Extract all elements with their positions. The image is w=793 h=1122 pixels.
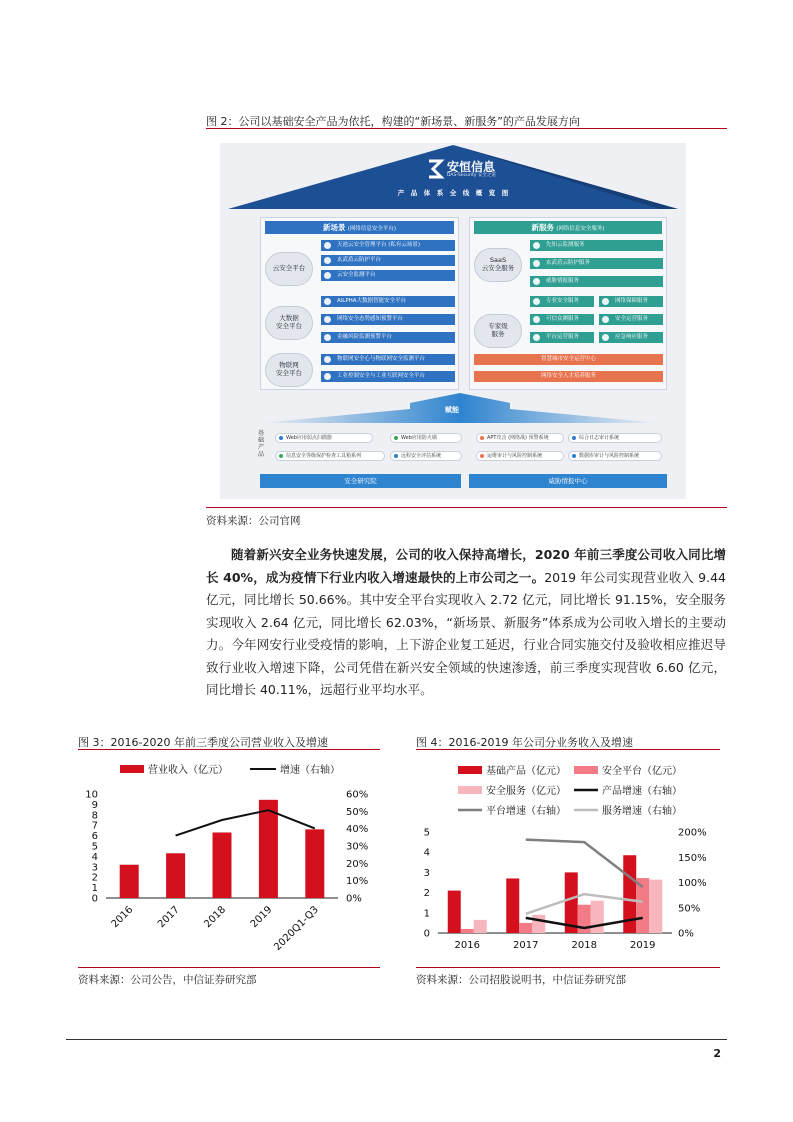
legend-label: 服务增速（右轴） [602, 806, 682, 817]
y-left-tick-label: 0 [423, 928, 430, 940]
scene-item: 物联网安全心与物联网安全监测平台 [321, 354, 455, 365]
page-number: 2 [713, 1047, 721, 1060]
y-right-tick-label: 50% [678, 903, 701, 915]
segment-bar [519, 923, 532, 933]
y-right-tick-label: 40% [346, 824, 369, 836]
service-item: 平台运营服务 [530, 332, 594, 343]
saas-cloud-service: SaaS 云安全服务 [474, 248, 522, 282]
y-right-tick-label: 200% [678, 827, 707, 839]
scene-item: 玄武盾云防护平台 [321, 255, 455, 266]
basic-product: Web应用防火墙 [390, 433, 462, 443]
legend-swatch-bar [458, 766, 482, 774]
y-right-tick-label: 0% [346, 893, 362, 905]
y-right-tick-label: 30% [346, 841, 369, 853]
basic-product: APT攻击 (网络战) 预警系统 [476, 433, 564, 443]
y-right-tick-label: 60% [346, 789, 369, 801]
figure3-source: 资料来源：公司公告，中信证券研究部 [78, 974, 257, 986]
scene-item: AiLPHA大数据智能安全平台 [321, 296, 455, 307]
x-tick-label: 2020Q1-Q3 [272, 904, 321, 954]
y-left-tick-label: 1 [423, 908, 430, 920]
y-left-tick-label: 0 [91, 893, 98, 905]
y-left-tick-label: 2 [423, 888, 430, 900]
segment-bar [474, 920, 487, 933]
new-service-panel [469, 217, 667, 390]
product-system-diagram [220, 143, 686, 499]
x-tick-label: 2019 [630, 940, 656, 951]
figure2-bottom-rule [206, 507, 727, 508]
x-tick-label: 2016 [109, 904, 136, 931]
service-item: 安全运营服务 [599, 314, 663, 325]
service-item: 网络保障服务 [599, 296, 663, 307]
enable-arrow-icon [260, 393, 660, 425]
y-left-tick-label: 1 [91, 883, 98, 895]
growth-line [176, 810, 315, 835]
y-left-tick-label: 5 [91, 841, 98, 853]
x-tick-label: 2017 [155, 904, 182, 931]
basic-product: 信息安全等级保护检查工具箱系列 [275, 451, 385, 461]
x-tick-label: 2016 [454, 940, 480, 951]
bigdata-security-platform: 大数据 安全平台 [265, 306, 313, 340]
y-left-tick-label: 5 [423, 827, 430, 839]
figure3-bottom-rule [78, 967, 380, 968]
basic-product: 运维审计与风险控制系统 [476, 451, 564, 461]
y-left-tick-label: 3 [423, 867, 430, 879]
y-right-tick-label: 50% [346, 806, 369, 818]
segment-bar [532, 915, 545, 933]
scene-item: 网络安全态势感知预警平台 [321, 314, 455, 325]
revenue-bar [120, 865, 139, 898]
basic-product: 综合日志审计系统 [568, 433, 662, 443]
logo-mark-icon [425, 158, 445, 180]
y-right-tick-label: 100% [678, 878, 707, 889]
figure2-title-rule [206, 128, 727, 129]
y-left-tick-label: 6 [91, 831, 98, 843]
x-tick-label: 2019 [248, 904, 275, 931]
revenue-bar [166, 853, 185, 898]
paragraph-bold-lead: 随着新兴安全业务快速发展，公司的收入保持高增长，2020 年前三季度公司收入同比增长 40%，成为疫情下行业内收入增速最快的上市公司之一。 [206, 547, 726, 585]
scene-item: 云安全监测平台 [321, 270, 455, 281]
service-item: 可信众测服务 [530, 314, 594, 325]
company-logo [425, 158, 505, 182]
figure3-title: 图 3：2016-2020 年前三季度公司营业收入及增速 [78, 736, 328, 749]
service-item: 先知云监测服务 [530, 240, 663, 251]
revenue-bar [259, 800, 278, 898]
y-left-tick-label: 10 [85, 789, 98, 801]
cloud-security-platform: 云安全平台 [265, 252, 313, 286]
legend-label-revenue: 营业收入（亿元） [148, 765, 228, 776]
paragraph-body: 2019 年公司实现营业收入 9.44 亿元，同比增长 50.66%。其中安全平台实现收入 2.72 亿元，同比增长 91.15%，安全服务实现收入 2.64 亿元，同比增长 62.03%，“新场景、新服务”体系成为公司收入增长的主要动力。今年网安行业受疫情的影响，上下游企业复工延迟，行业合同实施交付及验收相应推迟导致行业收入增速下降，公司凭借在新兴安全领域的快速渗透，前三季度实现营收 6.60 亿元，同比增长 40.11%，远超行业平均水平。 [206, 569, 726, 697]
revenue-bar [213, 832, 232, 898]
new-scene-panel [260, 217, 459, 390]
service-item: 玄武盾云防护服务 [530, 258, 663, 269]
legend-swatch-bar [458, 786, 482, 794]
figure4-chart [416, 752, 720, 964]
enable-label: 赋能 [445, 406, 459, 414]
service-item-orange: 网络安全人才培养服务 [474, 371, 663, 382]
segment-bar [649, 880, 662, 933]
y-right-tick-label: 10% [346, 876, 369, 888]
basic-product: 数据库审计与风险控制系统 [568, 451, 662, 461]
scene-item: 工业控制安全与工业互联网安全平台 [321, 371, 455, 382]
legend-swatch-bar [574, 766, 598, 774]
segment-bar [461, 929, 474, 933]
legend-swatch-revenue [120, 765, 144, 773]
basic-product: 远程安全评估系统 [390, 451, 462, 461]
figure4-title: 图 4：2016-2019 年公司分业务收入及增速 [416, 736, 633, 749]
figure3-chart [78, 752, 380, 964]
body-paragraph [206, 544, 726, 702]
x-tick-label: 2018 [571, 940, 597, 951]
figure4-source: 资料来源：公司招股说明书，中信证券研究部 [416, 974, 626, 986]
basic-product: Web应用弱点扫描器 [275, 433, 373, 443]
service-item: 应急响应服务 [599, 332, 663, 343]
roof-title: 产 品 体 系 全 线 概 览 图 [397, 189, 509, 197]
figure3-title-rule [78, 749, 380, 750]
legend-label: 安全平台（亿元） [602, 766, 682, 777]
figure4-bottom-rule [416, 967, 720, 968]
y-right-tick-label: 0% [678, 928, 694, 940]
basic-products-label: 基础产品 [258, 430, 265, 458]
legend-label: 产品增速（右轴） [602, 786, 682, 797]
threat-intel-bar: 威胁情报中心 [469, 474, 667, 488]
y-left-tick-label: 4 [91, 851, 98, 863]
footer-rule [66, 1039, 727, 1040]
expert-service: 专家级 服务 [474, 314, 522, 348]
service-item: 威胁情报服务 [530, 276, 663, 287]
scene-item: 金融风险监测预警平台 [321, 332, 455, 343]
y-right-tick-label: 150% [678, 852, 707, 864]
figure2-source: 资料来源：公司官网 [206, 515, 301, 527]
y-right-tick-label: 20% [346, 858, 369, 870]
x-tick-label: 2017 [513, 940, 539, 951]
y-left-tick-label: 8 [91, 810, 98, 822]
logo-subtext: DAS-Security 安全之道 [447, 173, 496, 178]
y-left-tick-label: 4 [423, 847, 430, 859]
legend-label: 基础产品（亿元） [486, 766, 566, 777]
legend-label: 平台增速（右轴） [486, 806, 566, 817]
y-left-tick-label: 7 [91, 820, 98, 832]
security-research-bar: 安全研究院 [260, 474, 461, 488]
segment-bar [506, 878, 519, 933]
revenue-bar [305, 829, 324, 898]
new-service-header: 新服务 (网络信息安全服务) [474, 221, 662, 234]
iot-security-platform: 物联网 安全平台 [265, 353, 313, 387]
legend-label-growth: 增速（右轴） [280, 765, 340, 776]
x-tick-label: 2018 [202, 904, 229, 931]
y-left-tick-label: 3 [91, 862, 98, 874]
service-item: 专业安全服务 [530, 296, 594, 307]
segment-bar [448, 891, 461, 933]
segment-bar [591, 901, 604, 933]
figure4-title-rule [416, 749, 720, 750]
y-left-tick-label: 2 [91, 872, 98, 884]
new-scene-header: 新场景 (网络信息安全平台) [265, 221, 454, 234]
y-left-tick-label: 9 [91, 799, 98, 811]
legend-label: 安全服务（亿元） [486, 786, 566, 797]
logo-text: 安恒信息 [447, 160, 496, 174]
scene-item: 天池云安全管理平台 (私有云场景) [321, 240, 455, 251]
service-item-orange: 智慧城市安全运营中心 [474, 354, 663, 365]
figure2-title: 图 2：公司以基础安全产品为依托，构建的“新场景、新服务”的产品发展方向 [206, 115, 580, 128]
